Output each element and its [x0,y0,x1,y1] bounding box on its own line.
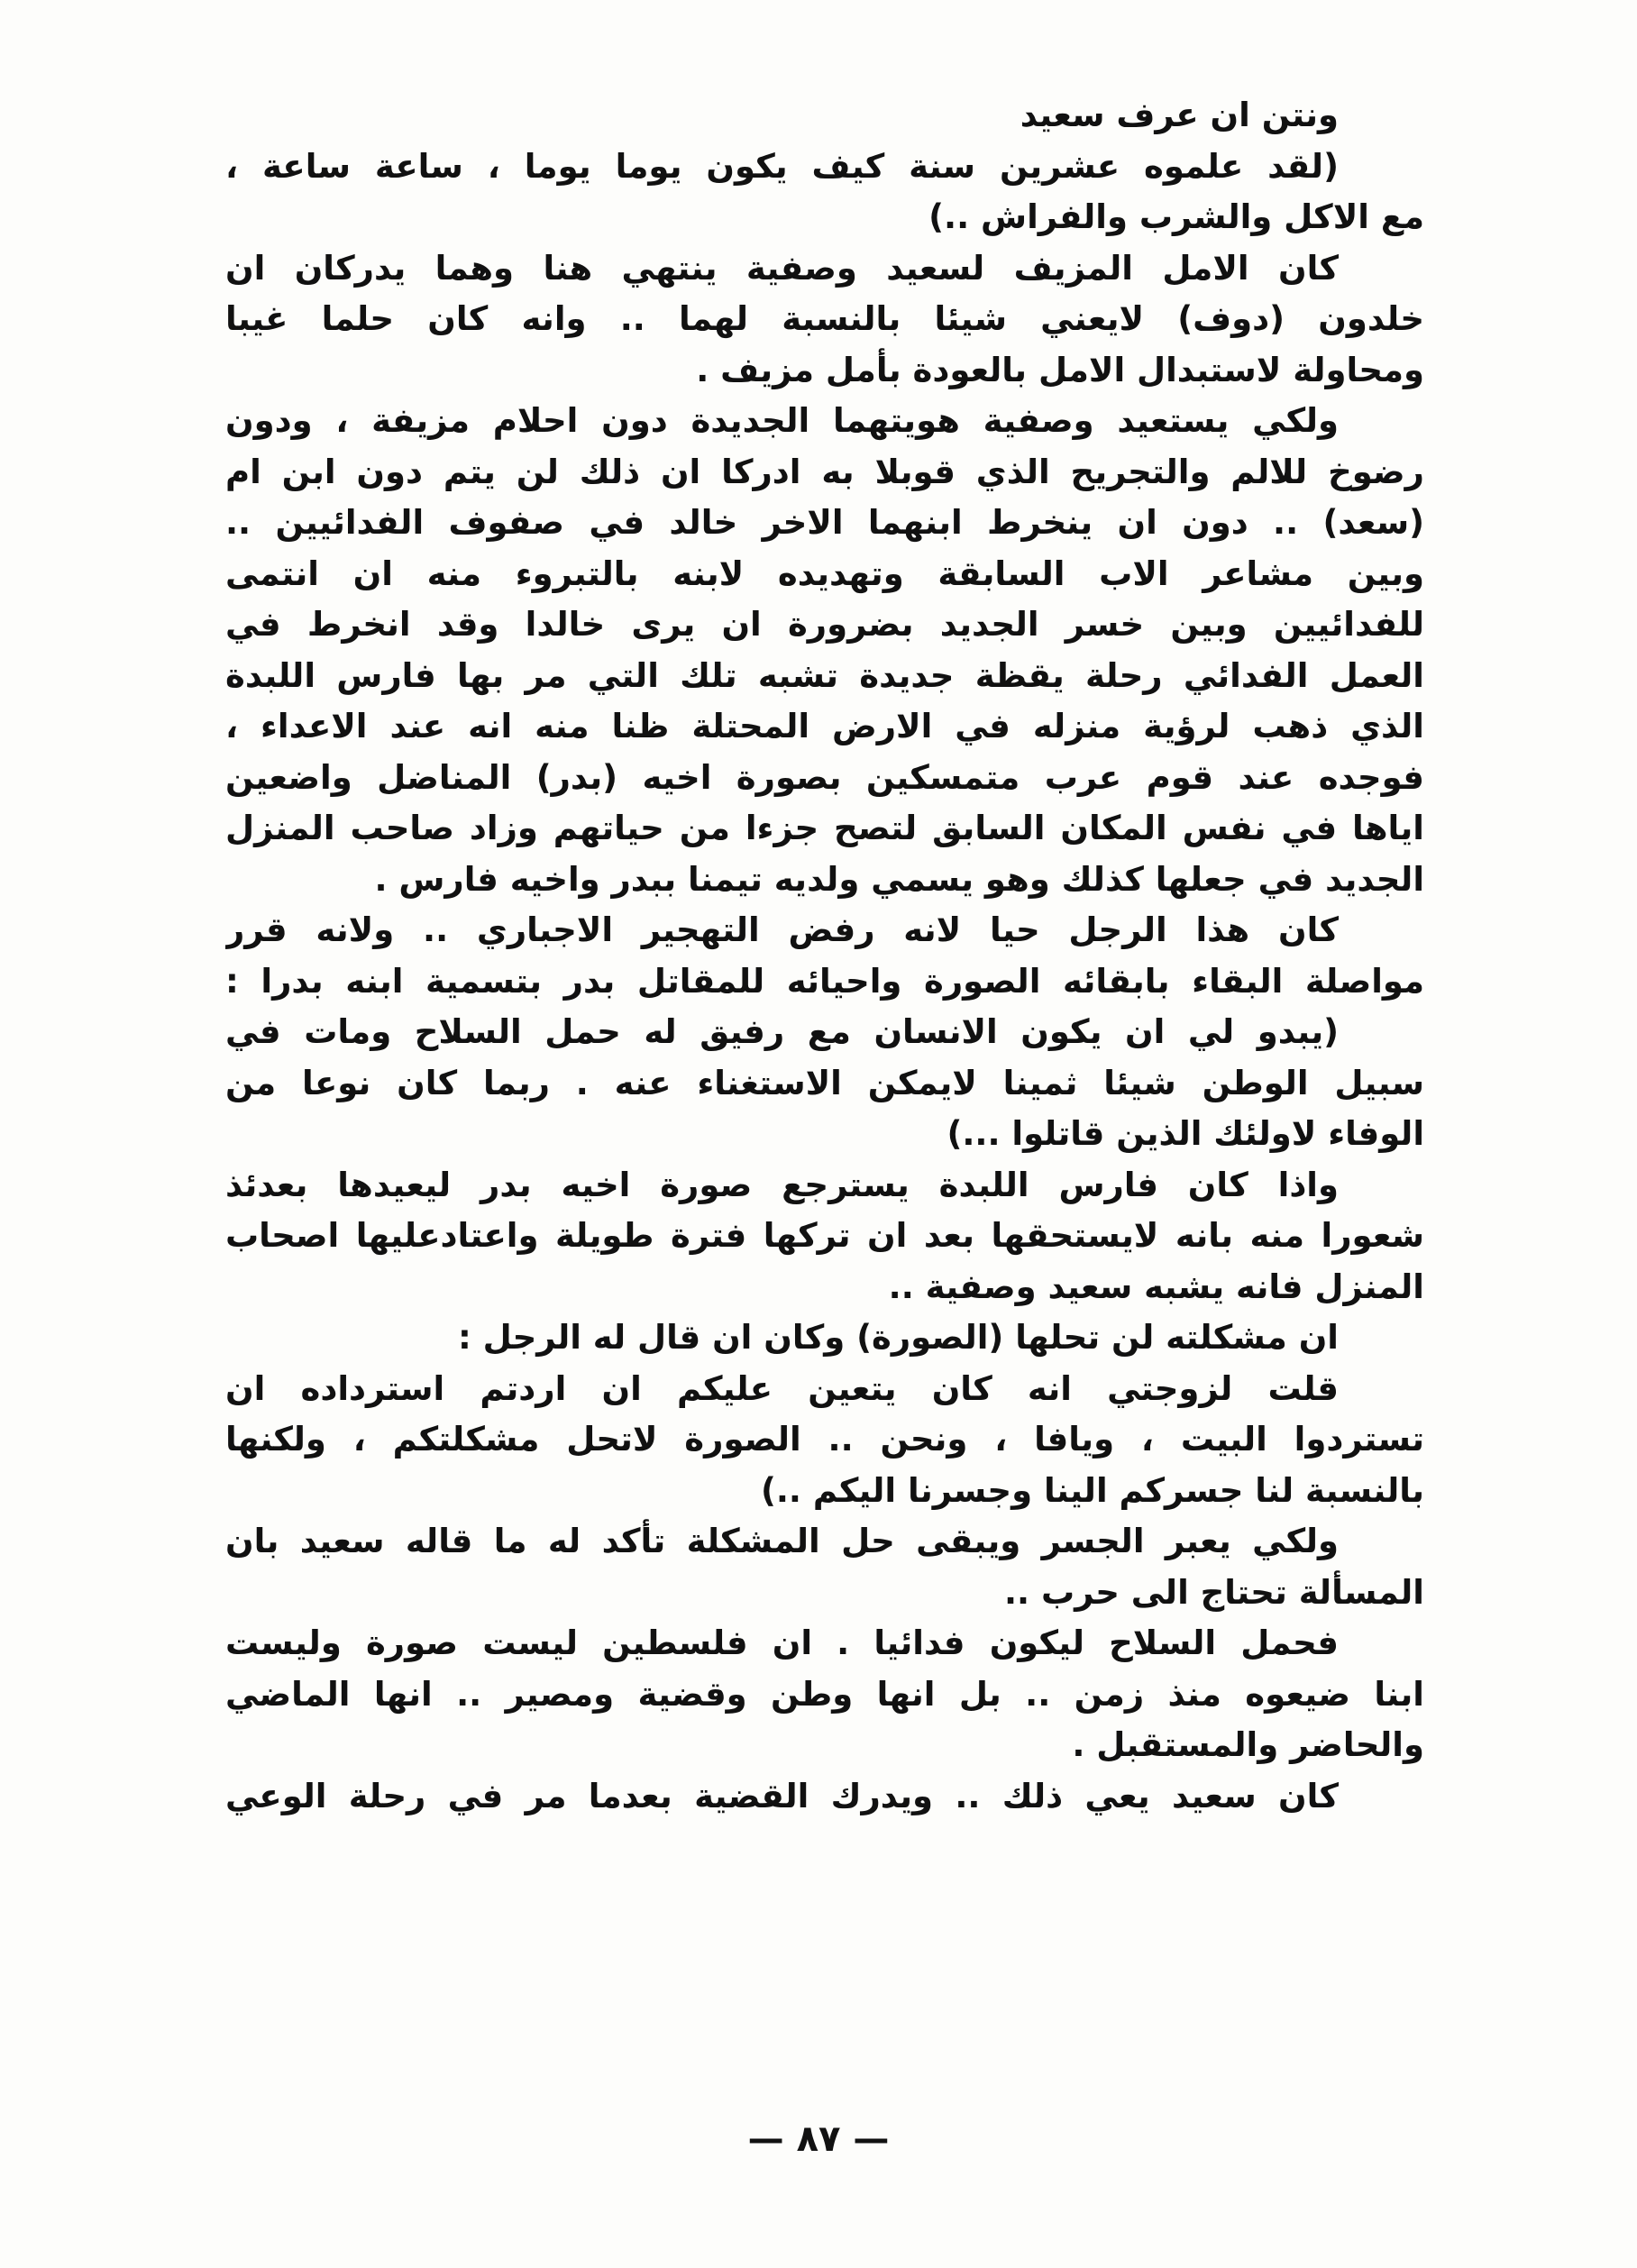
text-line: قلت لزوجتي انه كان يتعين عليكم ان اردتم استرداده ان [225,1368,1339,1408]
text-line: ابنا ضيعوه منذ زمن .. بل انها وطن وقضية ومصير .. انها الماضي [225,1674,1424,1714]
text-line: العمل الفدائي رحلة يقظة جديدة تشبه تلك التي مر بها فارس اللبدة [225,655,1424,695]
text-line: واذا كان فارس اللبدة يسترجع صورة اخيه بدر ليعيدها بعدئذ [225,1165,1339,1204]
text-line: كان هذا الرجل حيا لانه رفض التهجير الاجباري .. ولانه قرر [225,910,1339,949]
text-line: ان مشكلته لن تحلها (الصورة) وكان ان قال له الرجل : [457,1318,1339,1357]
text-line: (لقد علموه عشرين سنة كيف يكون يوما يوما ، ساعة ساعة ، [225,146,1339,186]
text-line: ومحاولة لاستبدال الامل بالعودة بأمل مزيف . [696,350,1424,389]
text-line: ونتن ان عرف سعيد [1020,96,1339,134]
text-line: رضوخ للالم والتجريح الذي قوبلا به ادركا ان ذلك لن يتم دون ابن ام [225,452,1424,491]
text-line: ولكي يعبر الجسر ويبقى حل المشكلة تأكد له ما قاله سعيد بان [225,1522,1339,1560]
text-line: كان الامل المزيف لسعيد وصفية ينتهي هنا وهما يدركان ان [225,248,1339,288]
text-line: فوجده عند قوم عرب متمسكين بصورة اخيه (بدر) المناضل واضعين [225,757,1424,797]
text-line: الجديد في جعلها كذلك وهو يسمي ولديه تيمنا ببدر واخيه فارس . [374,859,1424,899]
text-line: سبيل الوطن شيئا ثمينا لايمكن الاستغناء عنه . ربما كان نوعا من [225,1063,1424,1102]
text-line: الذي ذهب لرؤية منزله في الارض المحتلة ظنا منه انه عند الاعداء ، [225,707,1424,745]
text-line: (يبدو لي ان يكون الانسان مع رفيق له حمل السلاح ومات في [225,1012,1339,1051]
text-line: المسألة تحتاج الى حرب .. [1004,1572,1424,1612]
page-number: — ٨٧ — [747,2118,890,2160]
text-line: بالنسبة لنا جسركم الينا وجسرنا اليكم ..) [760,1470,1424,1510]
text-line: تستردوا البيت ، ويافا ، ونحن .. الصورة لاتحل مشكلتكم ، ولكنها [225,1420,1424,1459]
text-line: (سعد) .. دون ان ينخرط ابنهما الاخر خالد في صفوف الفدائيين .. [225,503,1424,542]
body-text [225,90,1424,1822]
text-line: والحاضر والمستقبل . [1072,1725,1424,1764]
text-line: المنزل فانه يشبه سعيد وصفية .. [888,1267,1424,1306]
text-line: اياها في نفس المكان السابق لتصح جزءا من حياتهم وزاد صاحب المنزل [225,809,1424,847]
text-line: الوفاء لاولئك الذين قاتلوا ...) [947,1114,1424,1153]
text-line: فحمل السلاح ليكون فدائيا . ان فلسطين ليست صورة وليست [225,1623,1339,1662]
text-line: خلدون (دوف) لايعني شيئا بالنسبة لهما .. وانه كان حلما غيبا [225,299,1424,338]
text-line: مع الاكل والشرب والفراش ..) [928,197,1424,236]
text-line: مواصلة البقاء بابقائه الصورة واحيائه للمقاتل بدر بتسمية ابنه بدرا : [225,961,1424,1001]
text-line: ولكي يستعيد وصفية هويتهما الجديدة دون احلام مزيفة ، ودون [225,401,1339,440]
text-line: للفدائيين وبين خسر الجديد بضرورة ان يرى خالدا وقد انخرط في [225,605,1424,644]
text-line: شعورا منه بانه لايستحقها بعد ان تركها فترة طويلة واعتادعليها اصحاب [225,1216,1424,1255]
text-line: وبين مشاعر الاب السابقة وتهديده لابنه بالتبروء منه ان انتمى [225,553,1424,593]
text-line: كان سعيد يعي ذلك .. ويدرك القضية بعدما مر في رحلة الوعي [225,1776,1339,1815]
